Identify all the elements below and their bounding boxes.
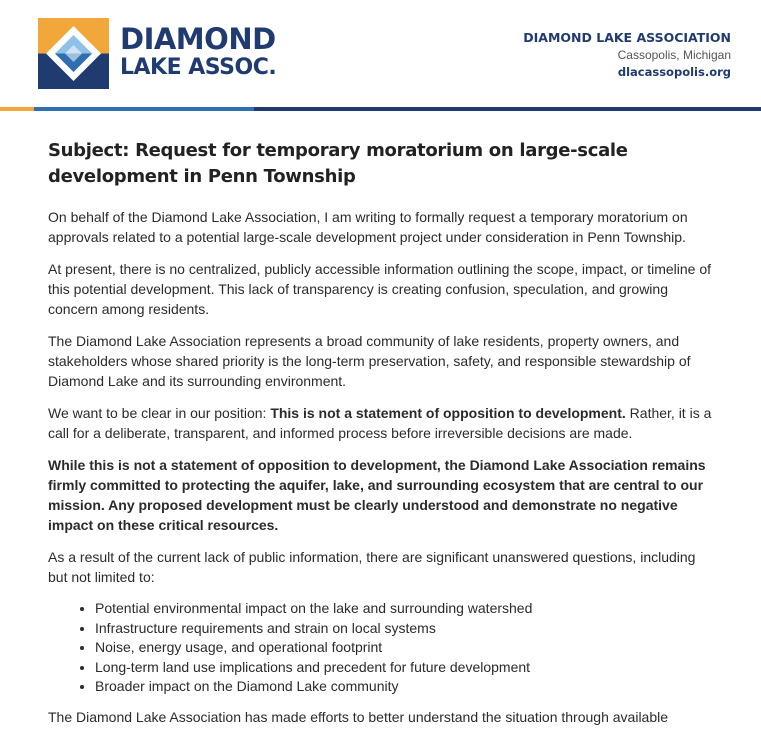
logo-line-2: LAKE ASSOC. (120, 55, 277, 80)
organization-website[interactable]: dlacassopolis.org (617, 65, 731, 79)
letter-body (48, 138, 716, 739)
questions-list (48, 599, 716, 697)
list-item: • Infrastructure requirements and strain on local systems (95, 619, 716, 639)
header-divider (0, 107, 761, 111)
list-item: • Long-term land use implications and precedent for future development (95, 658, 716, 678)
organization-name: DIAMOND LAKE ASSOCIATION (523, 30, 731, 45)
paragraph-questions: As a result of the current lack of public information, there are significant unanswered questions, including but not limited to: (48, 549, 696, 585)
position-statement: This is not a statement of opposition to development. (270, 405, 626, 421)
divider-accent-gold (0, 107, 34, 111)
list-item: • Broader impact on the Diamond Lake community (95, 677, 716, 697)
organization-info (523, 30, 731, 80)
divider-accent-blue (34, 107, 254, 111)
paragraph-commitment: While this is not a statement of opposition to development, the Diamond Lake Association remains firmly committed to protecting the aquifer, lake, and surrounding ecosystem that are central to our mission. Any proposed development must be clearly understood and demonstrate no negative impact on these critical resources. (48, 457, 706, 533)
letterhead (0, 0, 761, 110)
list-item: • Potential environmental impact on the lake and surrounding watershed (95, 599, 716, 619)
paragraph-efforts: The Diamond Lake Association has made efforts to better understand the situation through available (48, 708, 669, 725)
paragraph-intro: On behalf of the Diamond Lake Association, I am writing to formally request a temporary moratorium on approvals related to a potential large-scale development project under consideration in Penn Township. (48, 209, 688, 245)
logo-wordmark (120, 24, 276, 81)
position-rest: Rather, it is a call for a deliberate, transparent, and informed process before irreversible decisions are made. (48, 405, 712, 441)
paragraph-representation: The Diamond Lake Association represents a broad community of lake residents, property owners, and stakeholders whose shared priority is the long-term preservation, safety, and responsible stewardship of Diamond Lake and its surrounding environment. (48, 333, 691, 389)
logo-line-1: DIAMOND (120, 22, 276, 56)
organization-city: Cassopolis, Michigan (617, 48, 731, 62)
diamond-logo-icon (38, 18, 109, 89)
paragraph-transparency: At present, there is no centralized, publicly accessible information outlining the scope, impact, or timeline of this potential development. This lack of transparency is creating confusion, speculation, and growing concern among residents. (48, 261, 712, 317)
position-lead: We want to be clear in our position: (48, 405, 271, 421)
paragraph-position (48, 403, 716, 443)
subject-heading: Subject: Request for temporary moratorium on large-scale development in Penn Township (48, 140, 628, 187)
list-item: • Noise, energy usage, and operational footprint (95, 638, 716, 658)
